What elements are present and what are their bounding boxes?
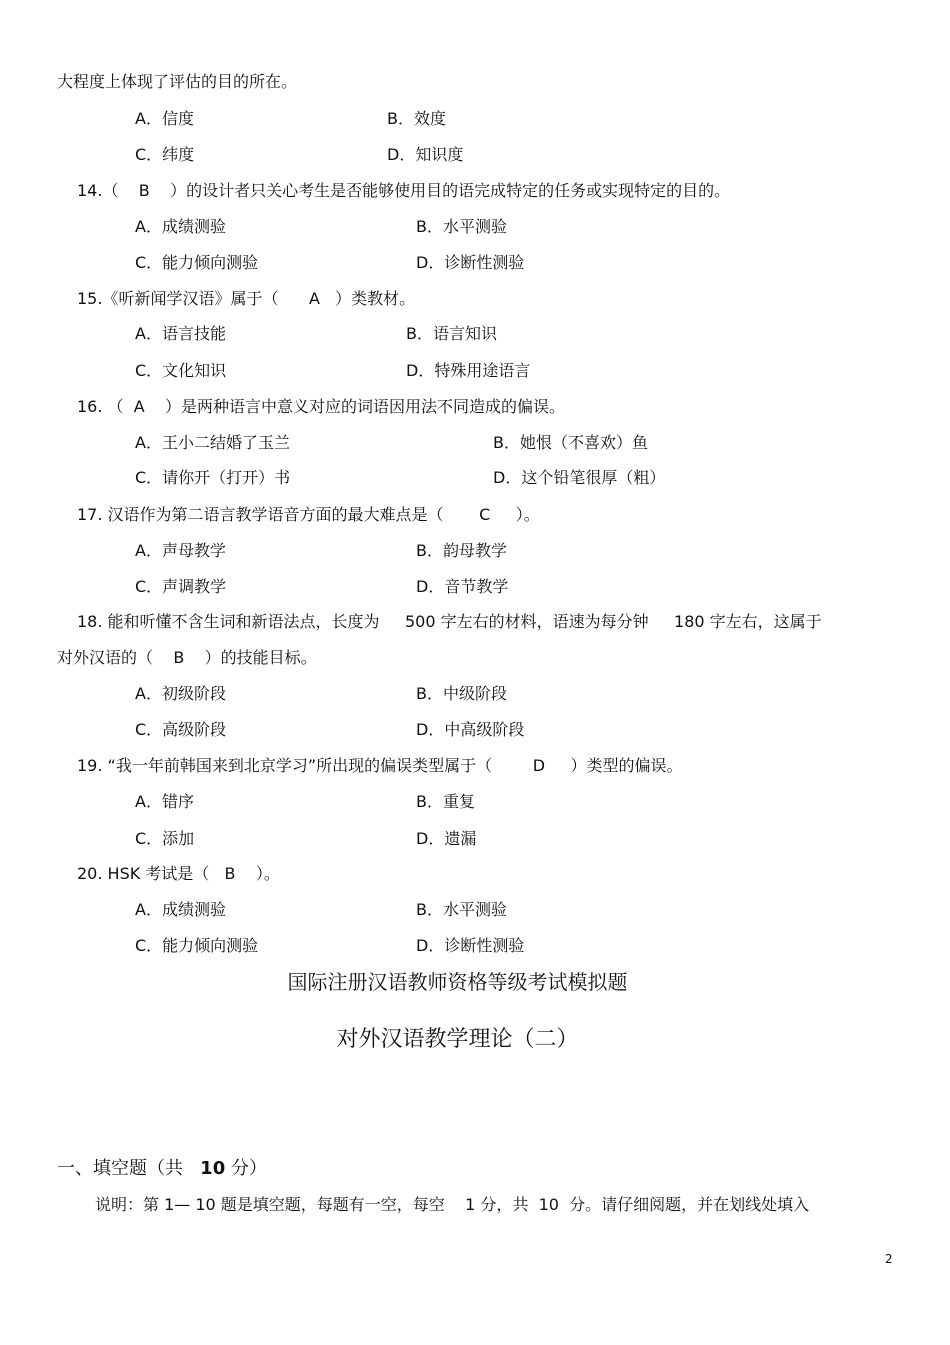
q19-option-a: A．错序 <box>135 792 194 811</box>
q16-option-b: B．她恨（不喜欢）鱼 <box>493 433 648 452</box>
section-heading-suffix: 分） <box>225 1158 267 1179</box>
q16-stem: 16. （ A ）是两种语言中意义对应的词语因用法不同造成的偏误。 <box>77 397 565 416</box>
exam-title: 国际注册汉语教师资格等级考试模拟题 <box>287 970 628 994</box>
q19-option-b: B．重复 <box>416 792 475 811</box>
q19-option-d: D．遗漏 <box>416 829 477 848</box>
q14-option-a: A．成绩测验 <box>135 217 226 236</box>
q13-option-c: C．纬度 <box>135 145 195 164</box>
q20-option-c: C．能力倾向测验 <box>135 936 259 955</box>
q15-option-b: B．语言知识 <box>406 324 497 343</box>
q18-stem-line2: 对外汉语的（ B ）的技能目标。 <box>57 648 317 667</box>
lead-text: 大程度上体现了评估的目的所在。 <box>57 72 298 91</box>
q14-option-d: D．诊断性测验 <box>416 253 525 272</box>
q17-stem: 17. 汉语作为第二语言教学语音方面的最大难点是（ C ）。 <box>77 505 540 524</box>
section-heading <box>57 1154 267 1180</box>
q14-option-b: B．水平测验 <box>416 217 507 236</box>
q15-option-c: C．文化知识 <box>135 361 227 380</box>
q15-stem: 15.《听新闻学汉语》属于（ A ）类教材。 <box>77 289 416 308</box>
q13-option-b: B．效度 <box>387 109 446 128</box>
q19-stem: 19. “我一年前韩国来到北京学习”所出现的偏误类型属于（ D ）类型的偏误。 <box>77 756 683 775</box>
q15-option-d: D．特殊用途语言 <box>406 361 531 380</box>
q16-option-c: C．请你开（打开）书 <box>135 468 291 487</box>
q13-option-d: D．知识度 <box>387 145 464 164</box>
q20-stem: 20. HSK 考试是（ B ）。 <box>77 864 280 883</box>
q18-option-a: A．初级阶段 <box>135 684 226 703</box>
section-heading-prefix: 一、填空题（共 <box>57 1158 201 1179</box>
q16-option-d: D．这个铅笔很厚（粗） <box>493 468 666 487</box>
instructions-text: 说明：第 1— 10 题是填空题，每题有一空，每空 1 分，共 10 分。请仔细阅题，并在划线处填入 <box>95 1195 810 1214</box>
q14-stem: 14.（ B ）的设计者只关心考生是否能够使用目的语完成特定的任务或实现特定的目的。 <box>77 181 731 200</box>
q18-option-d: D．中高级阶段 <box>416 720 525 739</box>
q18-option-c: C．高级阶段 <box>135 720 227 739</box>
q17-option-b: B．韵母教学 <box>416 541 507 560</box>
q13-option-a: A．信度 <box>135 109 194 128</box>
q19-option-c: C．添加 <box>135 829 195 848</box>
q20-option-a: A．成绩测验 <box>135 900 226 919</box>
q18-stem-line1: 18. 能和听懂不含生词和新语法点，长度为 500 字左右的材料，语速为每分钟 180 字左右，这属于 <box>77 612 822 631</box>
section-heading-points: 10 <box>200 1158 226 1179</box>
q17-option-c: C．声调教学 <box>135 577 227 596</box>
q17-option-a: A．声母教学 <box>135 541 226 560</box>
q20-option-b: B．水平测验 <box>416 900 507 919</box>
q20-option-d: D．诊断性测验 <box>416 936 525 955</box>
q15-option-a: A．语言技能 <box>135 324 226 343</box>
q16-option-a: A．王小二结婚了玉兰 <box>135 433 290 452</box>
page-number: 2 <box>885 1252 893 1266</box>
q14-option-c: C．能力倾向测验 <box>135 253 259 272</box>
exam-subtitle: 对外汉语教学理论（二） <box>336 1027 579 1052</box>
q17-option-d: D．音节教学 <box>416 577 509 596</box>
q18-option-b: B．中级阶段 <box>416 684 507 703</box>
